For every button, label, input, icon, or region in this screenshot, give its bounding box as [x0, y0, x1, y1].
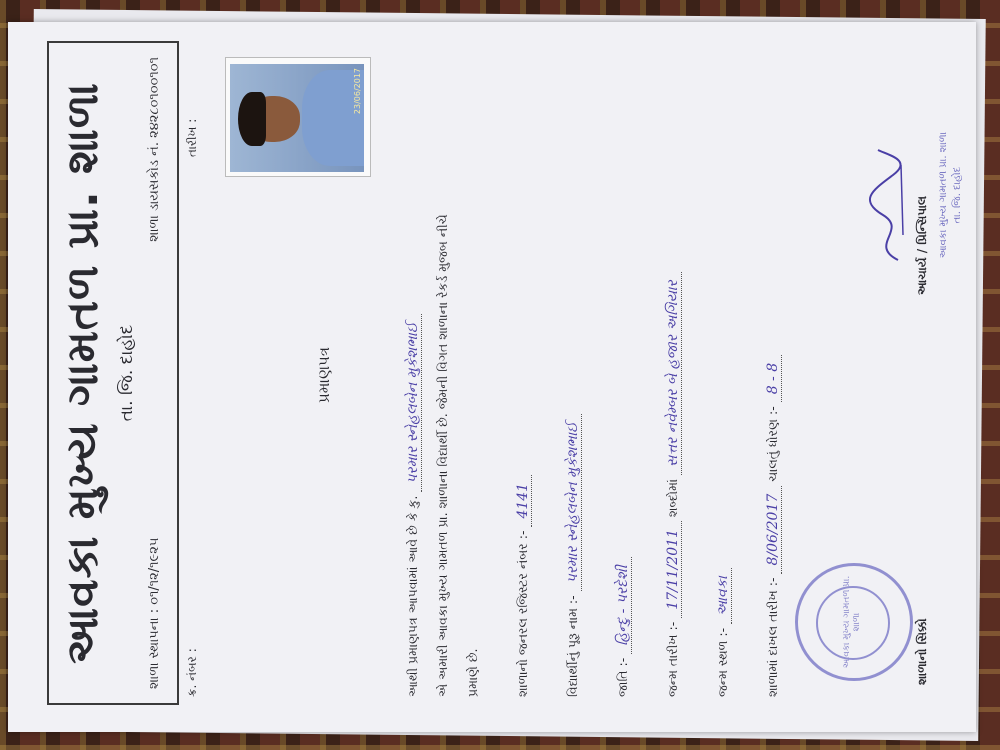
- certificate-title: પ્રમાણપત્ર: [315, 346, 333, 404]
- student-photo: [225, 57, 371, 177]
- register-row: [515, 57, 531, 697]
- intro-text: આથી પ્રમાણપત્ર આપવામાં આવે છે કે કુ.: [405, 495, 420, 697]
- photo-hair: [238, 92, 266, 146]
- body-line-1: [405, 57, 421, 697]
- dise-code: શાળા ડાયસકોડ નં. ૨૪૨૮૦૧૦૦૧૦૧: [147, 57, 162, 242]
- caste-label: જાતિ :-: [615, 657, 630, 697]
- birthplace-row: [715, 57, 731, 697]
- serial-number-label: ક્ર. નંબર :: [185, 648, 199, 697]
- body-line-3: પ્રમાણે છે.: [465, 648, 480, 697]
- birthplace-label: જન્મ સ્થળ :-: [715, 627, 730, 697]
- seal-text: આવકા મુખ્ય ગામતળ પ્રા. શાળા: [842, 575, 862, 669]
- established-date: શાળા સ્થાપના : ૦૧/૧૨/૧૯૨૫: [147, 537, 162, 689]
- admission-value: 8/06/2017: [765, 486, 782, 574]
- student-name-fill: પરમાર સ્નેહલબેન મુકેશભાઈ: [405, 314, 422, 491]
- register-label: શાળાનો જનરલ રજિસ્ટર નંબર :-: [515, 530, 530, 697]
- admission-row: [765, 57, 781, 697]
- register-value: 4141: [515, 475, 532, 527]
- principal-stamp: [937, 85, 965, 305]
- principal-stamp-school: આવકા મુખ્ય ગામતળ પ્રા. શાળા: [938, 131, 949, 259]
- admission-label: શાળામાં દાખલ તારીખ :-: [765, 577, 780, 697]
- standard-value: 8 - 8: [765, 355, 782, 402]
- dob-words-label: શબ્દોમાં: [665, 478, 680, 518]
- school-seal-label: શાળાનો સિક્કો: [915, 618, 929, 685]
- taluka-district: તા. જિ. દાહોદ: [117, 324, 137, 422]
- dob-label: જન્મ તારીખ :-: [665, 621, 680, 697]
- body-line-2: એ અમારી આવકા મુખ્ય ગામતળ પ્રા. શાળાના વિદ્યાર્થી છે. જેમની વિગત શાળાના રેકર્ડ મુજબ નીચે: [435, 214, 450, 697]
- fullname-value: પરમાર સ્નેહલબેન મુકેશભાઈ: [565, 414, 582, 591]
- caste-row: [615, 57, 631, 697]
- birthplace-value: આવકા: [715, 568, 732, 624]
- photo-date-stamp: 23/06/2017: [353, 68, 362, 115]
- dob-row: [665, 57, 681, 697]
- school-name: આવકા મુખ્ય ગામતળ પ્રા. શાળા: [57, 82, 108, 664]
- caste-value: હિન્દુ - પરદેશી: [615, 557, 632, 654]
- school-seal-stamp: [795, 563, 913, 681]
- fullname-row: [565, 57, 581, 697]
- date-label: તારીખ :: [185, 118, 199, 157]
- fullname-label: વિદ્યાર્થીનું પૂરૂ નામ :-: [565, 595, 580, 697]
- dob-words-value: સત્તર નવેમ્બર બે હજાર અગિયાર: [665, 272, 682, 475]
- certificate-document: [25, 25, 975, 725]
- letterhead-box: [47, 41, 179, 705]
- dob-value: 17/11/2011: [665, 521, 682, 618]
- principal-label: આચાર્ય / પ્રિન્સિપાલ: [915, 195, 929, 295]
- photo-image: [230, 64, 364, 172]
- principal-signature: [863, 145, 913, 265]
- principal-stamp-taluka: તા. જિ. દાહોદ: [952, 166, 963, 224]
- standard-label: ચાલતું ધોરણ :-: [765, 406, 780, 482]
